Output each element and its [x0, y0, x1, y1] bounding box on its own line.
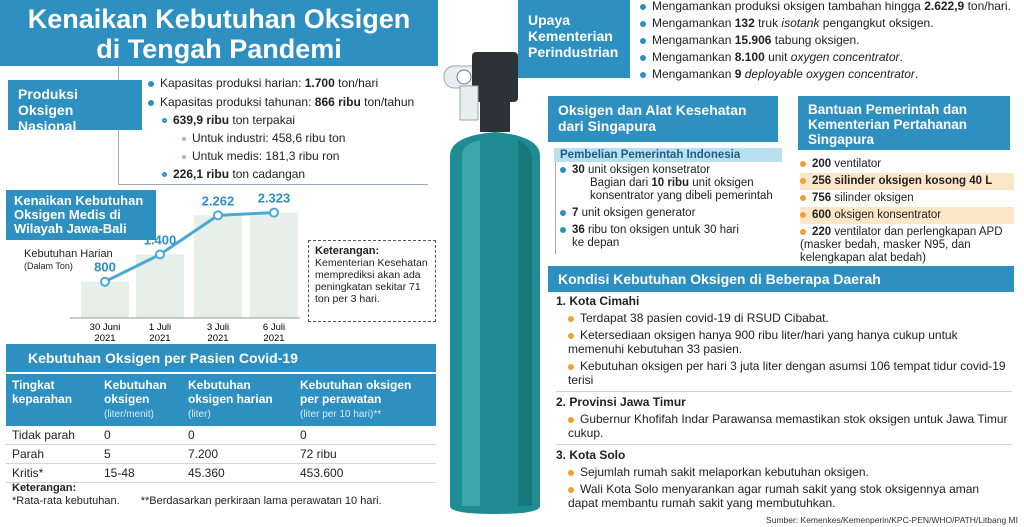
- table-row: Tidak parah 0 0 0: [6, 426, 436, 445]
- region-item: Terdapat 38 pasien covid-19 di RSUD Cibabat.: [568, 311, 1012, 325]
- upaya-item: Mengamankan 9 deployable oxygen concentrator.: [640, 67, 1011, 82]
- chart-x-tick-label: 3 Juli: [206, 322, 230, 333]
- chart-data-label: 1.400: [143, 232, 177, 248]
- singapura-item: 36 ribu ton oksigen untuk 30 hari: [560, 224, 782, 237]
- col-header: Kebutuhan oksigen per perawatan (liter per 10 hari)**: [294, 374, 436, 426]
- oxygen-demand-chart: [0, 190, 310, 345]
- valve-body: [472, 52, 518, 102]
- title-line-2: di Tengah Pandemi: [96, 34, 342, 64]
- col-header: Kebutuhan oksigen harian (liter): [182, 374, 294, 426]
- bantuan-list: [800, 156, 1014, 267]
- singapura-item-detail: ke depan: [572, 237, 620, 249]
- region-item: Sejumlah rumah sakit melaporkan kebutuhan oksigen.: [568, 465, 1012, 479]
- kondisi-header: [548, 266, 1014, 292]
- bantuan-header-text: Bantuan Pemerintah dan Kementerian Pertahanan Singapura: [808, 102, 968, 147]
- chart-point: [270, 209, 278, 217]
- bantuan-item: 756 silinder oksigen: [800, 190, 1014, 207]
- source-text: Sumber: Kemenkes/Kemenperin/KPC-PEN/WHO/PATH/Litbang MI: [766, 515, 1018, 525]
- divider: [556, 391, 1012, 392]
- table-row: Kritis* 15-48 45.360 453.600: [6, 464, 436, 483]
- chart-ylabel-text: Kebutuhan Harian: [24, 248, 113, 260]
- chart-data-label: 2.323: [257, 190, 291, 206]
- divider: [556, 444, 1012, 445]
- chart-bg-bar: [81, 282, 129, 318]
- col-header: Tingkat keparahan: [6, 374, 98, 426]
- region-title: 1. Kota Cimahi: [556, 294, 640, 308]
- chart-x-tick-label: 2021: [207, 333, 229, 344]
- chart-data-label: 2.262: [201, 193, 235, 209]
- produksi-item: Untuk medis: 181,3 ribu ron: [182, 149, 414, 164]
- region-item: Kebutuhan oksigen per hari 3 juta liter dengan asumsi 106 tempat tidur covid-19 terisi: [568, 359, 1012, 387]
- chart-x-tick-label: 2021: [149, 333, 171, 344]
- chart-yunit: (Dalam Ton): [24, 261, 73, 271]
- pasien-notes: [12, 482, 432, 508]
- keterangan-box: [308, 240, 436, 322]
- kondisi-header-text: Kondisi Kebutuhan Oksigen di Beberapa Daerah: [558, 271, 881, 287]
- singapura-item-detail: konsentrator yang dibeli pemerintah: [590, 190, 773, 202]
- upaya-header-text: Upaya Kementerian Perindustrian: [528, 12, 619, 60]
- region-title: 2. Provinsi Jawa Timur: [556, 395, 686, 409]
- produksi-item: 639,9 ribu ton terpakai: [162, 113, 414, 128]
- table-row: Parah 5 7.200 72 ribu: [6, 445, 436, 464]
- col-header: Kebutuhan oksigen (liter/menit): [98, 374, 182, 426]
- produksi-header: [8, 80, 142, 134]
- chart-x-tick-label: 2021: [263, 333, 285, 344]
- upaya-item: Mengamankan 8.100 unit oxygen concentrator.: [640, 50, 1011, 65]
- region-item: Ketersediaan oksigen hanya 900 ribu liter/hari yang hanya cukup untuk memenuhi kebutuhan 33 pasien.: [568, 328, 1012, 356]
- chart-point: [156, 250, 164, 258]
- produksi-item: Kapasitas produksi harian: 1.700 ton/hari: [148, 76, 414, 91]
- chart-bg-bar: [250, 213, 298, 318]
- region-item: Gubernur Khofifah Indar Parawansa memastikan stok oksigen untuk Jawa Timur cukup.: [568, 412, 1012, 440]
- kondisi-body: [556, 294, 1012, 510]
- produksi-item: Untuk industri: 458,6 ribu ton: [182, 131, 414, 146]
- pasien-header-text: Kebutuhan Oksigen per Pasien Covid-19: [28, 350, 298, 366]
- chart-x-tick-label: 30 Juni: [89, 322, 121, 333]
- pasien-note-2: **Berdasarkan perkiraan lama perawatan 10 hari.: [140, 495, 382, 507]
- singapura-header: [548, 96, 778, 142]
- keterangan-title: Keterangan:: [315, 245, 380, 257]
- bantuan-item: 200 ventilator: [800, 156, 1014, 173]
- keterangan-text: Kementerian Kesehatan memprediksi akan ada peningkatan sekitar 71 ton per 3 hari.: [315, 257, 428, 305]
- produksi-frame-bottom: [118, 184, 428, 185]
- source-credit: [766, 515, 1018, 525]
- chart-point: [101, 278, 109, 286]
- pasien-note-1: *Rata-rata kebutuhan.: [12, 495, 120, 507]
- singapura-item: 30 unit oksigen konsetrator: [560, 164, 782, 177]
- kenaikan-header-text: Kenaikan Kebutuhan Oksigen Medis di Wilayah Jawa-Bali: [14, 193, 144, 236]
- bantuan-item: 600 oksigen konsentrator: [800, 207, 1014, 224]
- singapura-sub-text: Pembelian Pemerintah Indonesia: [560, 149, 741, 161]
- chart-series-line: [105, 213, 274, 282]
- title-line-1: Kenaikan Kebutuhan Oksigen: [27, 4, 411, 34]
- upaya-item: Mengamankan 132 truk isotank pengangkut oksigen.: [640, 16, 1011, 31]
- singapura-sub: [554, 148, 782, 162]
- pasien-table: [6, 374, 436, 483]
- chart-point: [214, 211, 222, 219]
- page-title: [0, 0, 438, 66]
- bantuan-item: 256 silinder oksigen kosong 40 L: [800, 173, 1014, 190]
- produksi-item: 226,1 ribu ton cadangan: [162, 167, 414, 182]
- upaya-item: Mengamankan produksi oksigen tambahan hingga 2.622,9 ton/hari.: [640, 0, 1011, 14]
- pasien-header: [6, 344, 436, 372]
- singapura-item-detail: Bagian dari 10 ribu unit oksigen: [590, 177, 754, 189]
- divider: [555, 162, 556, 254]
- pasien-notes-title: Keterangan:: [12, 482, 77, 494]
- singapura-header-text: Oksigen dan Alat Kesehatan dari Singapura: [558, 102, 747, 134]
- table-header-row: [6, 374, 436, 426]
- singapura-list: [560, 164, 782, 250]
- chart-data-label: 800: [94, 259, 116, 275]
- produksi-list: [148, 76, 414, 182]
- singapura-item: 7 unit oksigen generator: [560, 207, 782, 220]
- produksi-header-text: Produksi Oksigen Nasional: [18, 86, 78, 134]
- upaya-item: Mengamankan 15.906 tabung oksigen.: [640, 33, 1011, 48]
- upaya-list: [640, 0, 1011, 82]
- upaya-header: [518, 0, 630, 78]
- bantuan-header: [798, 96, 1010, 150]
- chart-x-tick-label: 6 Juli: [262, 322, 286, 333]
- chart-bg-bar: [194, 215, 242, 318]
- chart-x-tick-label: 1 Juli: [148, 322, 172, 333]
- chart-x-tick-label: 2021: [94, 333, 116, 344]
- region-item: Wali Kota Solo menyarankan agar rumah sakit yang stok oksigennya aman dapat membantu rumah sakit yang membutuhkan.: [568, 482, 1012, 510]
- produksi-item: Kapasitas produksi tahunan: 866 ribu ton/tahun: [148, 95, 414, 110]
- bantuan-item: 220 ventilator dan perlengkapan APD (masker bedah, masker N95, dan kelengkapan alat bedah): [800, 224, 1014, 267]
- region-title: 3. Kota Solo: [556, 448, 626, 462]
